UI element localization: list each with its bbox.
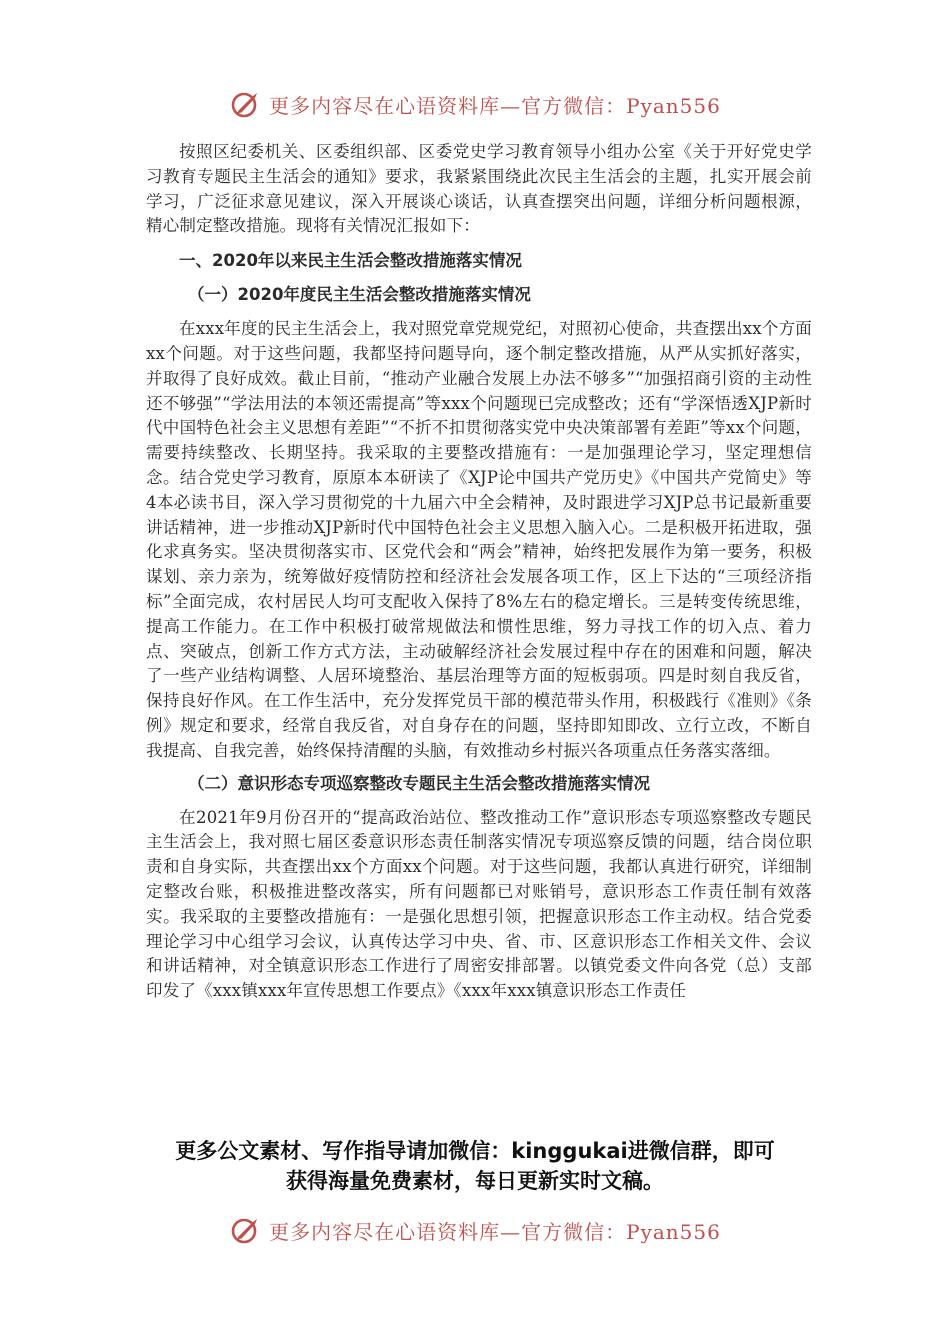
watermark-text: 更多内容尽在心语资料库—官方微信：Pyan556 xyxy=(269,1219,721,1244)
pen-logo-icon xyxy=(229,87,263,121)
watermark-header xyxy=(0,84,950,124)
pen-logo-icon xyxy=(229,1213,263,1247)
subsection-heading-2: （二）意识形态专项巡察整改专题民主生活会整改措施落实情况 xyxy=(188,773,650,793)
promo-line-1: 更多公文素材、写作指导请加微信：kinggukai进微信群，即可 xyxy=(175,1139,775,1163)
promo-banner xyxy=(100,1136,850,1196)
intro-paragraph: 按照区纪委机关、区委组织部、区委党史学习教育领导小组办公室《关于开好党史学习教育专题民主生活会的通知》要求，我紧紧围绕此次民主生活会的主题，扎实开展会前学习，广泛征求意见建议，深入开展谈心谈话，认真查摆突出问题，详细分析问题根源，精心制定整改措施。现将有关情况汇报如下： xyxy=(146,142,812,236)
section-heading-1: 一、2020年以来民主生活会整改措施落实情况 xyxy=(179,251,522,271)
paragraph-2: 在2021年9月份召开的“提高政治站位、整改推动工作”意识形态专项巡察整改专题民主生活会上，我对照七届区委意识形态责任制落实情况专项巡察反馈的问题，结合岗位职责和自身实际，共查摆出xx个方面xx个问题。对于这些问题，我都认真进行研究，详细制定整改台账，积极推进整改落实，所有问题都已对账销号，意识形态工作责任制有效落实。我采取的主要整改措施有：一是强化思想引领，把握意识形态工作主动权。结合党委理论学习中心组学习会议，认真传达学习中央、省、市、区意识形态工作相关文件、会议和讲话精神，对全镇意识形态工作进行了周密安排部署。以镇党委文件向各党（总）支部印发了《xxx镇xxx年宣传思想工作要点》《xxx年xxx镇意识形态工作责任 xyxy=(146,807,812,1001)
watermark-text: 更多内容尽在心语资料库—官方微信：Pyan556 xyxy=(269,93,721,118)
promo-line-2: 获得海量免费素材，每日更新实时文稿。 xyxy=(286,1169,664,1193)
watermark-footer xyxy=(0,1210,950,1250)
document-body xyxy=(146,140,812,1004)
paragraph-1: 在xxx年度的民主生活会上，我对照党章党规党纪，对照初心使命，共查摆出xx个方面xx个问题。对于这些问题，我都坚持问题导向，逐个制定整改措施，从严从实抓好落实，并取得了良好成效。截止目前，“推动产业融合发展上办法不够多”“加强招商引资的主动性还不够强”“学法用法的本领还需提高”等xxx个问题现已完成整改；还有“学深悟透XJP新时代中国特色社会主义思想有差距”“不折不扣贯彻落实党中央决策部署有差距”等xx个问题，需要持续整改、长期坚持。我采取的主要整改措施有：一是加强理论学习，坚定理想信念。结合党史学习教育，原原本本研读了《XJP论中国共产党历史》《中国共产党简史》等4本必读书目，深入学习贯彻党的十九届六中全会精神，及时跟进学习XJP总书记最新重要讲话精神，进一步推动XJP新时代中国特色社会主义思想入脑入心。二是积极开拓进取，强化求真务实。坚决贯彻落实市、区党代会和“两会”精神，始终把发展作为第一要务，积极谋划、亲力亲为，统筹做好疫情防控和经济社会发展各项工作，区上下达的“三项经济指标”全面完成，农村居民人均可支配收入保持了8%左右的稳定增长。三是转变传统思维，提高工作能力。在工作中积极打破常规做法和惯性思维，努力寻找工作的切入点、着力点、突破点，创新工作方式方法，主动破解经济社会发展过程中存在的困难和问题，解决了一些产业结构调整、人居环境整治、基层治理等方面的短板弱项。四是时刻自我反省，保持良好作风。在工作生活中，充分发挥党员干部的模范带头作用，积极践行《准则》《条例》规定和要求，经常自我反省，对自身存在的问题，坚持即知即改、立行立改，不断自我提高、自我完善，始终保持清醒的头脑，有效推动乡村振兴各项重点任务落实落细。 xyxy=(146,319,812,760)
subsection-heading-1: （一）2020年度民主生活会整改措施落实情况 xyxy=(188,285,531,305)
